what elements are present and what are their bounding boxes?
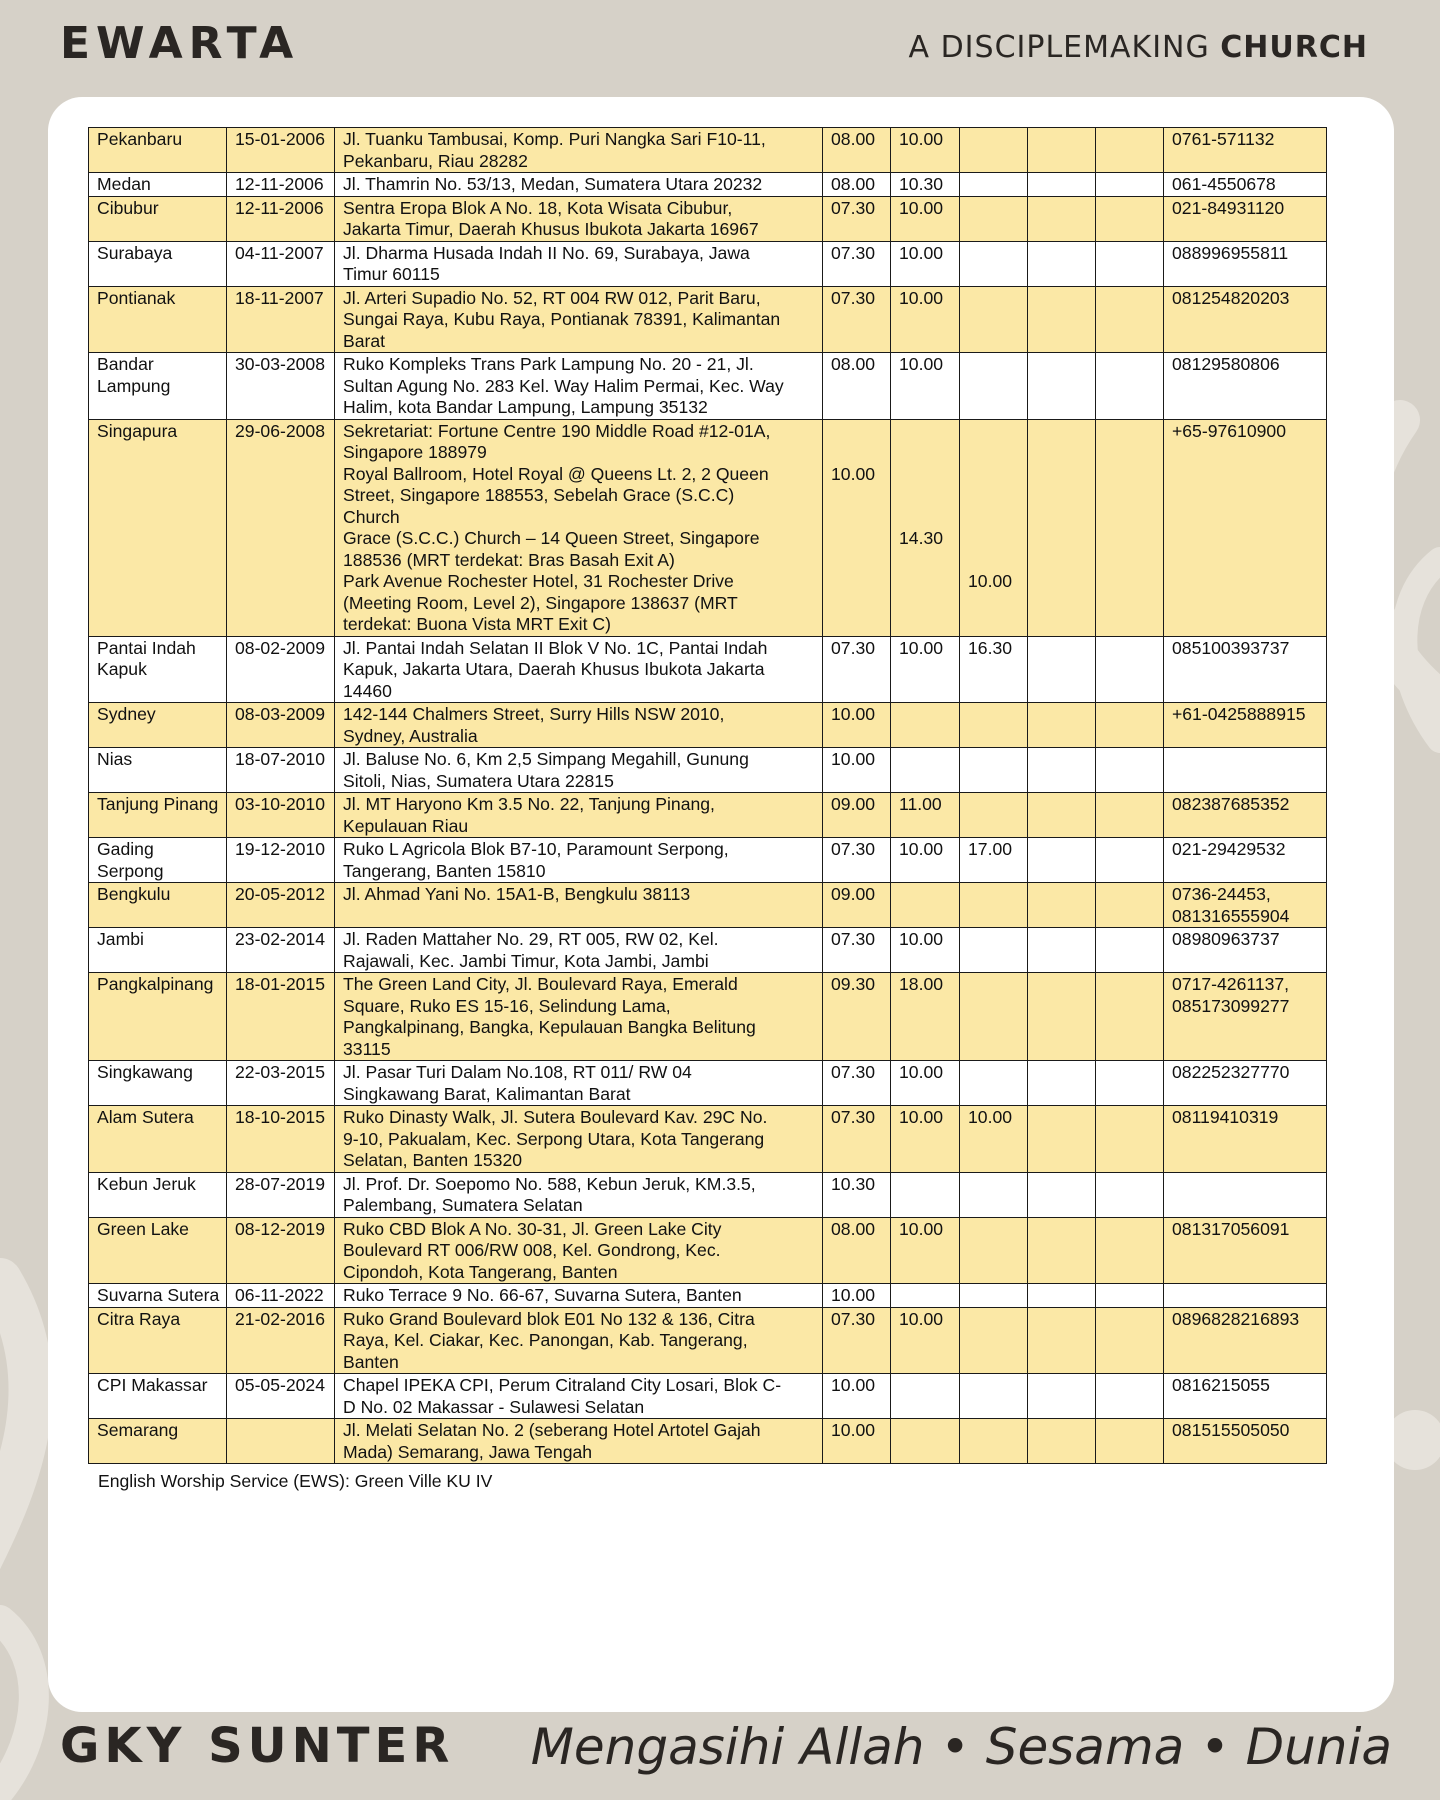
church-schedule-table <box>88 127 1327 1464</box>
phone-cell <box>1164 748 1327 793</box>
service-time-4-cell <box>1028 1217 1096 1284</box>
address-cell: Jl. Pantai Indah Selatan II Blok V No. 1C, Pantai Indah Kapuk, Jakarta Utara, Daerah Khusus Ibukota Jakarta 14460 <box>335 636 823 703</box>
service-time-3-cell <box>960 883 1028 928</box>
service-time-4-cell <box>1028 703 1096 748</box>
address-cell: Jl. Pasar Turi Dalam No.108, RT 011/ RW 04 Singkawang Barat, Kalimantan Barat <box>335 1061 823 1106</box>
service-time-4-cell <box>1028 883 1096 928</box>
service-time-5-cell <box>1096 353 1164 420</box>
service-time-4-cell <box>1028 973 1096 1061</box>
service-time-4-cell <box>1028 419 1096 636</box>
service-time-3-cell <box>960 1307 1028 1374</box>
table-row <box>89 286 1327 353</box>
service-time-5-cell <box>1096 973 1164 1061</box>
date-cell: 30-03-2008 <box>227 353 335 420</box>
service-time-2-cell: 10.00 <box>891 128 960 173</box>
service-time-4-cell <box>1028 173 1096 197</box>
address-cell: Jl. MT Haryono Km 3.5 No. 22, Tanjung Pinang, Kepulauan Riau <box>335 793 823 838</box>
phone-cell: +65-97610900 <box>1164 419 1327 636</box>
phone-cell: 0896828216893 <box>1164 1307 1327 1374</box>
phone-cell: 085100393737 <box>1164 636 1327 703</box>
phone-cell: 08119410319 <box>1164 1106 1327 1173</box>
service-time-4-cell <box>1028 128 1096 173</box>
service-time-4-cell <box>1028 286 1096 353</box>
address-cell: The Green Land City, Jl. Boulevard Raya, Emerald Square, Ruko ES 15-16, Selindung Lama, Pangkalpinang, Bangka, Kepulauan Bangka Belitung 33115 <box>335 973 823 1061</box>
table-row <box>89 1106 1327 1173</box>
service-time-1-cell: 09.30 <box>823 973 891 1061</box>
service-time-4-cell <box>1028 1307 1096 1374</box>
city-cell: Singkawang <box>89 1061 227 1106</box>
service-time-2-cell <box>891 748 960 793</box>
table-row <box>89 196 1327 241</box>
phone-cell: 081254820203 <box>1164 286 1327 353</box>
service-time-4-cell <box>1028 1419 1096 1464</box>
service-time-2-cell: 10.00 <box>891 838 960 883</box>
date-cell: 05-05-2024 <box>227 1374 335 1419</box>
service-time-3-cell: 10.00 <box>960 419 1028 636</box>
service-time-3-cell <box>960 1172 1028 1217</box>
city-cell: Suvarna Sutera <box>89 1284 227 1308</box>
service-time-3-cell <box>960 173 1028 197</box>
service-time-4-cell <box>1028 793 1096 838</box>
service-time-2-cell <box>891 703 960 748</box>
service-time-3-cell <box>960 793 1028 838</box>
table-row <box>89 928 1327 973</box>
address-cell: Sentra Eropa Blok A No. 18, Kota Wisata Cibubur, Jakarta Timur, Daerah Khusus Ibukota Jakarta 16967 <box>335 196 823 241</box>
service-time-1-cell: 10.00 <box>823 1374 891 1419</box>
footer-motto: Mengasihi Allah • Sesama • Dunia <box>530 1718 1392 1776</box>
service-time-1-cell: 10.00 <box>823 748 891 793</box>
header-brand: EWARTA <box>60 18 300 69</box>
table-row <box>89 883 1327 928</box>
service-time-4-cell <box>1028 353 1096 420</box>
table-row <box>89 838 1327 883</box>
date-cell: 28-07-2019 <box>227 1172 335 1217</box>
service-time-3-cell <box>960 241 1028 286</box>
address-cell: Jl. Raden Mattaher No. 29, RT 005, RW 02, Kel. Rajawali, Kec. Jambi Timur, Kota Jambi, Jambi <box>335 928 823 973</box>
table-row <box>89 1061 1327 1106</box>
address-cell: Ruko Grand Boulevard blok E01 No 132 & 136, Citra Raya, Kel. Ciakar, Kec. Panongan, Kab. Tangerang, Banten <box>335 1307 823 1374</box>
table-row <box>89 703 1327 748</box>
phone-cell: 082252327770 <box>1164 1061 1327 1106</box>
service-time-1-cell: 07.30 <box>823 241 891 286</box>
service-time-1-cell: 10.00 <box>823 1284 891 1308</box>
date-cell: 08-03-2009 <box>227 703 335 748</box>
address-cell: Jl. Tuanku Tambusai, Komp. Puri Nangka Sari F10-11, Pekanbaru, Riau 28282 <box>335 128 823 173</box>
date-cell: 18-01-2015 <box>227 973 335 1061</box>
phone-cell: 08980963737 <box>1164 928 1327 973</box>
service-time-5-cell <box>1096 286 1164 353</box>
phone-cell: 0761-571132 <box>1164 128 1327 173</box>
tagline-bold: CHURCH <box>1220 30 1368 65</box>
table-row <box>89 1307 1327 1374</box>
phone-cell: 0717-4261137, 085173099277 <box>1164 973 1327 1061</box>
footnote: English Worship Service (EWS): Green Ville KU IV <box>98 1471 493 1491</box>
address-cell: Jl. Prof. Dr. Soepomo No. 588, Kebun Jeruk, KM.3.5, Palembang, Sumatera Selatan <box>335 1172 823 1217</box>
service-time-1-cell: 07.30 <box>823 196 891 241</box>
phone-cell: 08129580806 <box>1164 353 1327 420</box>
service-time-5-cell <box>1096 128 1164 173</box>
phone-cell: +61-0425888915 <box>1164 703 1327 748</box>
service-time-5-cell <box>1096 196 1164 241</box>
city-cell: Bandar Lampung <box>89 353 227 420</box>
service-time-5-cell <box>1096 636 1164 703</box>
service-time-4-cell <box>1028 928 1096 973</box>
table-row <box>89 128 1327 173</box>
service-time-2-cell: 10.00 <box>891 928 960 973</box>
city-cell: Nias <box>89 748 227 793</box>
footer-brand: GKY SUNTER <box>60 1718 455 1774</box>
city-cell: Sydney <box>89 703 227 748</box>
service-time-4-cell <box>1028 838 1096 883</box>
service-time-2-cell: 10.00 <box>891 286 960 353</box>
address-cell: Sekretariat: Fortune Centre 190 Middle Road #12-01A, Singapore 188979 Royal Ballroom, Hotel Royal @ Queens Lt. 2, 2 Queen Street, Singapore 188553, Sebelah Grace (S.C.C) Church Grace (S.C.C.) Church – 14 Queen Street, Singapore 188536 (MRT terdekat: Bras Basah Exit A) Park Avenue Rochester Hotel, 31 Rochester Drive (Meeting Room, Level 2), Singapore 138637 (MRT terdekat: Buona Vista MRT Exit C) <box>335 419 823 636</box>
date-cell: 19-12-2010 <box>227 838 335 883</box>
service-time-3-cell <box>960 128 1028 173</box>
address-cell: Jl. Ahmad Yani No. 15A1-B, Bengkulu 38113 <box>335 883 823 928</box>
service-time-2-cell: 10.30 <box>891 173 960 197</box>
service-time-3-cell <box>960 1284 1028 1308</box>
city-cell: Bengkulu <box>89 883 227 928</box>
service-time-4-cell <box>1028 241 1096 286</box>
header-tagline <box>909 30 1368 65</box>
service-time-5-cell <box>1096 1374 1164 1419</box>
service-time-3-cell <box>960 196 1028 241</box>
service-time-3-cell <box>960 1061 1028 1106</box>
date-cell: 18-07-2010 <box>227 748 335 793</box>
city-cell: Citra Raya <box>89 1307 227 1374</box>
service-time-3-cell <box>960 973 1028 1061</box>
table-row <box>89 1419 1327 1464</box>
service-time-4-cell <box>1028 196 1096 241</box>
table-row <box>89 793 1327 838</box>
date-cell: 20-05-2012 <box>227 883 335 928</box>
city-cell: Cibubur <box>89 196 227 241</box>
address-cell: Ruko CBD Blok A No. 30-31, Jl. Green Lake City Boulevard RT 006/RW 008, Kel. Gondrong, Kec. Cipondoh, Kota Tangerang, Banten <box>335 1217 823 1284</box>
date-cell: 23-02-2014 <box>227 928 335 973</box>
service-time-1-cell: 10.00 <box>823 419 891 636</box>
service-time-5-cell <box>1096 1172 1164 1217</box>
table-row <box>89 241 1327 286</box>
city-cell: Kebun Jeruk <box>89 1172 227 1217</box>
service-time-2-cell <box>891 1284 960 1308</box>
service-time-2-cell: 10.00 <box>891 1061 960 1106</box>
city-cell: Singapura <box>89 419 227 636</box>
service-time-3-cell <box>960 748 1028 793</box>
service-time-4-cell <box>1028 1374 1096 1419</box>
phone-cell <box>1164 1172 1327 1217</box>
phone-cell: 061-4550678 <box>1164 173 1327 197</box>
service-time-1-cell: 08.00 <box>823 1217 891 1284</box>
date-cell: 18-10-2015 <box>227 1106 335 1173</box>
service-time-1-cell: 07.30 <box>823 286 891 353</box>
table-row <box>89 1284 1327 1308</box>
date-cell <box>227 1419 335 1464</box>
service-time-5-cell <box>1096 793 1164 838</box>
service-time-3-cell <box>960 928 1028 973</box>
date-cell: 04-11-2007 <box>227 241 335 286</box>
service-time-5-cell <box>1096 1061 1164 1106</box>
date-cell: 12-11-2006 <box>227 196 335 241</box>
service-time-3-cell <box>960 1217 1028 1284</box>
service-time-1-cell: 10.00 <box>823 1419 891 1464</box>
service-time-5-cell <box>1096 703 1164 748</box>
phone-cell: 081515505050 <box>1164 1419 1327 1464</box>
service-time-4-cell <box>1028 636 1096 703</box>
city-cell: Pekanbaru <box>89 128 227 173</box>
phone-cell: 021-29429532 <box>1164 838 1327 883</box>
address-cell: Jl. Thamrin No. 53/13, Medan, Sumatera Utara 20232 <box>335 173 823 197</box>
service-time-2-cell: 10.00 <box>891 1217 960 1284</box>
service-time-3-cell: 16.30 <box>960 636 1028 703</box>
date-cell: 29-06-2008 <box>227 419 335 636</box>
service-time-5-cell <box>1096 1106 1164 1173</box>
city-cell: Tanjung Pinang <box>89 793 227 838</box>
city-cell: Semarang <box>89 1419 227 1464</box>
service-time-2-cell: 10.00 <box>891 196 960 241</box>
date-cell: 03-10-2010 <box>227 793 335 838</box>
table-row <box>89 353 1327 420</box>
service-time-5-cell <box>1096 838 1164 883</box>
city-cell: Gading Serpong <box>89 838 227 883</box>
table-row <box>89 1172 1327 1217</box>
address-cell: Jl. Dharma Husada Indah II No. 69, Surabaya, Jawa Timur 60115 <box>335 241 823 286</box>
phone-cell: 088996955811 <box>1164 241 1327 286</box>
service-time-4-cell <box>1028 1106 1096 1173</box>
service-time-1-cell: 09.00 <box>823 883 891 928</box>
date-cell: 08-12-2019 <box>227 1217 335 1284</box>
city-cell: Jambi <box>89 928 227 973</box>
service-time-1-cell: 07.30 <box>823 1307 891 1374</box>
service-time-2-cell: 10.00 <box>891 636 960 703</box>
phone-cell <box>1164 1284 1327 1308</box>
table-row <box>89 1217 1327 1284</box>
service-time-2-cell <box>891 883 960 928</box>
service-time-2-cell: 14.30 <box>891 419 960 636</box>
service-time-1-cell: 10.00 <box>823 703 891 748</box>
service-time-3-cell <box>960 703 1028 748</box>
address-cell: Chapel IPEKA CPI, Perum Citraland City Losari, Blok C- D No. 02 Makassar - Sulawesi Selatan <box>335 1374 823 1419</box>
service-time-4-cell <box>1028 748 1096 793</box>
service-time-5-cell <box>1096 883 1164 928</box>
service-time-3-cell <box>960 1374 1028 1419</box>
service-time-3-cell: 10.00 <box>960 1106 1028 1173</box>
service-time-1-cell: 07.30 <box>823 636 891 703</box>
service-time-5-cell <box>1096 748 1164 793</box>
service-time-1-cell: 10.30 <box>823 1172 891 1217</box>
table-row <box>89 973 1327 1061</box>
service-time-4-cell <box>1028 1172 1096 1217</box>
table-body <box>89 128 1327 1464</box>
service-time-2-cell <box>891 1374 960 1419</box>
service-time-2-cell: 10.00 <box>891 353 960 420</box>
city-cell: Pantai Indah Kapuk <box>89 636 227 703</box>
service-time-1-cell: 09.00 <box>823 793 891 838</box>
service-time-5-cell <box>1096 241 1164 286</box>
service-time-1-cell: 08.00 <box>823 173 891 197</box>
service-time-5-cell <box>1096 928 1164 973</box>
phone-cell: 0736-24453, 081316555904 <box>1164 883 1327 928</box>
address-cell: Ruko Dinasty Walk, Jl. Sutera Boulevard Kav. 29C No. 9-10, Pakualam, Kec. Serpong Utara, Kota Tangerang Selatan, Banten 15320 <box>335 1106 823 1173</box>
phone-cell: 081317056091 <box>1164 1217 1327 1284</box>
address-cell: 142-144 Chalmers Street, Surry Hills NSW 2010, Sydney, Australia <box>335 703 823 748</box>
city-cell: Green Lake <box>89 1217 227 1284</box>
table-row <box>89 419 1327 636</box>
city-cell: Pontianak <box>89 286 227 353</box>
phone-cell: 082387685352 <box>1164 793 1327 838</box>
date-cell: 15-01-2006 <box>227 128 335 173</box>
service-time-2-cell: 10.00 <box>891 1106 960 1173</box>
service-time-3-cell <box>960 353 1028 420</box>
service-time-2-cell <box>891 1419 960 1464</box>
service-time-2-cell: 11.00 <box>891 793 960 838</box>
phone-cell: 021-84931120 <box>1164 196 1327 241</box>
address-cell: Jl. Baluse No. 6, Km 2,5 Simpang Megahill, Gunung Sitoli, Nias, Sumatera Utara 22815 <box>335 748 823 793</box>
service-time-2-cell <box>891 1172 960 1217</box>
city-cell: Medan <box>89 173 227 197</box>
service-time-3-cell: 17.00 <box>960 838 1028 883</box>
date-cell: 18-11-2007 <box>227 286 335 353</box>
table-row <box>89 636 1327 703</box>
table-row <box>89 173 1327 197</box>
service-time-1-cell: 07.30 <box>823 928 891 973</box>
address-cell: Jl. Arteri Supadio No. 52, RT 004 RW 012, Parit Baru, Sungai Raya, Kubu Raya, Pontianak 78391, Kalimantan Barat <box>335 286 823 353</box>
service-time-2-cell: 10.00 <box>891 241 960 286</box>
date-cell: 22-03-2015 <box>227 1061 335 1106</box>
table-row <box>89 1374 1327 1419</box>
tagline-prefix: A DISCIPLEMAKING <box>908 30 1221 65</box>
city-cell: Alam Sutera <box>89 1106 227 1173</box>
date-cell: 12-11-2006 <box>227 173 335 197</box>
service-time-1-cell: 07.30 <box>823 838 891 883</box>
service-time-5-cell <box>1096 1217 1164 1284</box>
city-cell: Pangkalpinang <box>89 973 227 1061</box>
date-cell: 21-02-2016 <box>227 1307 335 1374</box>
service-time-5-cell <box>1096 419 1164 636</box>
service-time-2-cell: 18.00 <box>891 973 960 1061</box>
content-card <box>48 97 1394 1712</box>
service-time-3-cell <box>960 1419 1028 1464</box>
address-cell: Ruko L Agricola Blok B7-10, Paramount Serpong, Tangerang, Banten 15810 <box>335 838 823 883</box>
service-time-1-cell: 08.00 <box>823 353 891 420</box>
table-row <box>89 748 1327 793</box>
phone-cell: 0816215055 <box>1164 1374 1327 1419</box>
address-cell: Jl. Melati Selatan No. 2 (seberang Hotel Artotel Gajah Mada) Semarang, Jawa Tengah <box>335 1419 823 1464</box>
city-cell: CPI Makassar <box>89 1374 227 1419</box>
service-time-4-cell <box>1028 1061 1096 1106</box>
date-cell: 08-02-2009 <box>227 636 335 703</box>
service-time-3-cell <box>960 286 1028 353</box>
city-cell: Surabaya <box>89 241 227 286</box>
service-time-5-cell <box>1096 1307 1164 1374</box>
service-time-2-cell: 10.00 <box>891 1307 960 1374</box>
address-cell: Ruko Kompleks Trans Park Lampung No. 20 - 21, Jl. Sultan Agung No. 283 Kel. Way Halim Permai, Kec. Way Halim, kota Bandar Lampung, Lampung 35132 <box>335 353 823 420</box>
service-time-1-cell: 07.30 <box>823 1061 891 1106</box>
service-time-1-cell: 07.30 <box>823 1106 891 1173</box>
address-cell: Ruko Terrace 9 No. 66-67, Suvarna Sutera, Banten <box>335 1284 823 1308</box>
service-time-1-cell: 08.00 <box>823 128 891 173</box>
service-time-5-cell <box>1096 173 1164 197</box>
service-time-4-cell <box>1028 1284 1096 1308</box>
service-time-5-cell <box>1096 1284 1164 1308</box>
date-cell: 06-11-2022 <box>227 1284 335 1308</box>
service-time-5-cell <box>1096 1419 1164 1464</box>
